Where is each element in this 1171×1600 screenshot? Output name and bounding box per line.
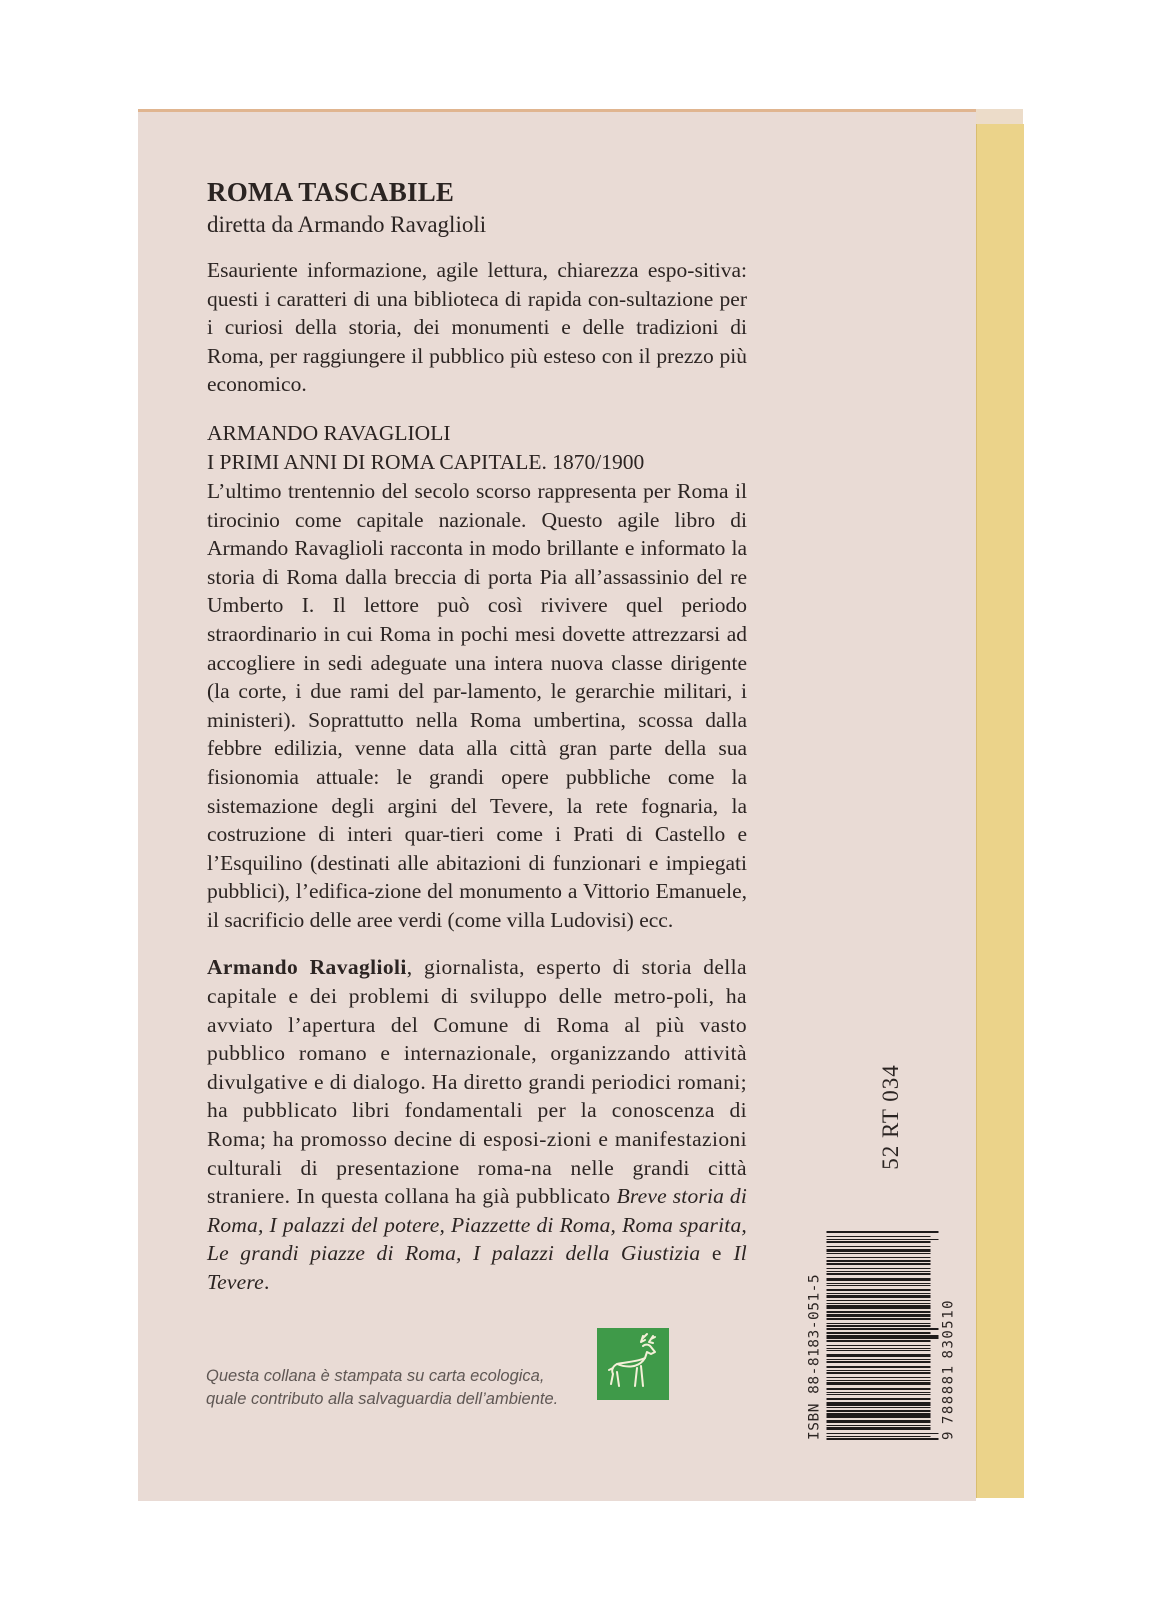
- barcode-bar: [827, 1410, 931, 1411]
- barcode-bar: [827, 1295, 931, 1297]
- barcode-digit-first: 9: [940, 1430, 957, 1440]
- barcode-bar: [827, 1268, 931, 1269]
- barcode-bar: [827, 1340, 931, 1342]
- barcode-bar: [827, 1314, 931, 1316]
- bio-end: .: [263, 1270, 270, 1294]
- barcode-bar: [827, 1323, 931, 1324]
- works-conjunction: e: [700, 1241, 734, 1266]
- barcode-bar: [827, 1402, 931, 1405]
- eco-note-line-2: quale contributo alla salvaguardia dell’ambiente.: [206, 1390, 559, 1408]
- barcode-digits: [941, 1230, 957, 1440]
- isbn-number: ISBN 88-8183-051-5: [806, 1273, 823, 1440]
- barcode-bar: [827, 1318, 931, 1320]
- barcode-bar: [827, 1388, 931, 1390]
- series-title: ROMA TASCABILE: [207, 177, 455, 207]
- barcode-bar: [827, 1382, 931, 1385]
- barcode-bar: [827, 1348, 931, 1349]
- barcode-bar: [827, 1366, 931, 1368]
- barcode-bar: [827, 1257, 931, 1258]
- barcode-bar: [827, 1231, 939, 1233]
- barcode-bar: [827, 1335, 939, 1338]
- barcode-bar: [827, 1236, 931, 1237]
- book-title: I PRIMI ANNI DI ROMA CAPITALE. 1870/1900: [207, 449, 645, 474]
- series-description: Esauriente informazione, agile lettura, chiarezza espo-sitiva: questi i caratteri di una biblioteca di rapida con-sultazione per i curiosi della storia, dei monumenti e delle tradizioni di Roma, per raggiungere il pubblico più esteso con il prezzo più economico.: [207, 258, 747, 397]
- back-cover-text: [207, 176, 747, 1297]
- barcode-bar: [827, 1377, 931, 1378]
- barcode-bar: [827, 1246, 931, 1247]
- barcode-bar: [827, 1325, 931, 1326]
- barcode-bar: [827, 1283, 931, 1284]
- barcode-bar: [827, 1305, 931, 1308]
- book-author: ARMANDO RAVAGLIOLI: [207, 420, 451, 445]
- author-last-work: Il Tevere: [207, 1241, 747, 1294]
- barcode-bar: [827, 1300, 931, 1301]
- barcode-bar: [827, 1273, 931, 1275]
- barcode-bar: [827, 1289, 931, 1291]
- barcode-bar: [827, 1249, 931, 1252]
- eco-note-line-1: Questa collana è stampata su carta ecologica,: [206, 1367, 545, 1385]
- series-editor: diretta da Armando Ravaglioli: [207, 212, 487, 237]
- author-bio: [207, 953, 747, 1296]
- barcode-bar: [827, 1433, 939, 1434]
- barcode-bar: [827, 1239, 939, 1240]
- barcode-digits-left: 788881: [940, 1364, 957, 1425]
- barcode-bar: [827, 1260, 931, 1262]
- barcode-bar: [827, 1293, 931, 1294]
- barcode-bar: [827, 1359, 931, 1360]
- eco-note: [206, 1365, 586, 1411]
- barcode-bar: [827, 1253, 931, 1254]
- barcode-bar: [827, 1278, 931, 1281]
- barcode-bar: [827, 1427, 931, 1430]
- author-bio-text: , giornalista, esperto di storia della capitale e dei problemi di sviluppo delle metro-poli, ha avviato l’apertura del Comune di Roma al più vasto pubblico romano e internazionale, organizzando attività divulgative e di dialogo. Ha diretto grandi periodici romani; ha pubblicato libri fondamentali per la conoscenza di Roma; ha promosso decine di esposi-zioni e manifestazioni culturali di presentazione roma-na nelle grandi città straniere. In questa collana ha già pubblicato: [207, 955, 747, 1209]
- barcode-bar: [827, 1438, 939, 1440]
- barcode-bar: [827, 1380, 931, 1381]
- book-description: L’ultimo trentennio del secolo scorso rappresenta per Roma il tirocinio come capitale nazionale. Questo agile libro di Armando Ravaglioli racconta in modo brillante e informato la storia di Roma dalla breccia di porta Pia all’assassinio del re Umberto I. Il lettore può così rivivere quel periodo straordinario in cui Roma in pochi mesi dovette attrezzarsi ad accogliere in sedi adeguate una intera nuova classe dirigente (la corte, i due rami del par-lamento, le gerarchie militari, i ministeri). Soprattutto nella Roma umbertina, scossa dalla febbre edilizia, venne data alla città gran parte della sua fisionomia attuale: le grandi opere pubbliche come la sistemazione degli argini del Tevere, la rete fognaria, la costruzione di interi quar-tieri come i Prati di Castello e l’Esquilino (destinati alle abitazioni di funzionari e impiegati pubblici), l’edifica-zione del monumento a Vittorio Emanuele, il sacrificio delle aree verdi (come villa Ludovisi) ecc.: [207, 478, 747, 932]
- barcode-bar: [827, 1372, 931, 1374]
- catalog-code: 52 RT 034: [878, 1064, 903, 1170]
- barcode-bar: [827, 1436, 931, 1437]
- author-works: Breve storia di Roma, I palazzi del potere, Piazzette di Roma, Roma sparita, Le grandi piazze di Roma, I palazzi della Giustizia: [207, 1184, 747, 1266]
- barcode-bar: [827, 1398, 931, 1400]
- barcode-bar: [827, 1407, 931, 1408]
- reindeer-icon: [597, 1328, 669, 1400]
- barcode-bar: [827, 1392, 931, 1393]
- barcode-bar: [827, 1328, 939, 1330]
- barcode-bar: [827, 1311, 931, 1312]
- barcode-bar: [827, 1285, 931, 1286]
- barcode-bars: [827, 1230, 939, 1440]
- isbn-barcode: [806, 1230, 961, 1440]
- barcode-bar: [827, 1350, 931, 1351]
- author-name: Armando Ravaglioli: [207, 955, 407, 980]
- book-spine: [976, 124, 1024, 1498]
- barcode-bar: [827, 1370, 931, 1371]
- barcode-bar: [827, 1241, 931, 1243]
- barcode-bar: [827, 1394, 931, 1395]
- barcode-bar: [827, 1263, 931, 1265]
- spine-top: [976, 109, 1023, 125]
- barcode-bar: [827, 1413, 931, 1414]
- barcode-bar: [827, 1420, 931, 1422]
- barcode-bar: [827, 1361, 931, 1363]
- barcode-bar: [827, 1271, 931, 1272]
- barcode-bar: [827, 1425, 931, 1426]
- barcode-bar: [827, 1303, 931, 1304]
- barcode-digits-right: 830510: [940, 1298, 957, 1359]
- barcode-bar: [827, 1345, 931, 1346]
- barcode-bar: [827, 1354, 931, 1357]
- barcode-bar: [827, 1415, 931, 1417]
- barcode-bar: [827, 1333, 931, 1334]
